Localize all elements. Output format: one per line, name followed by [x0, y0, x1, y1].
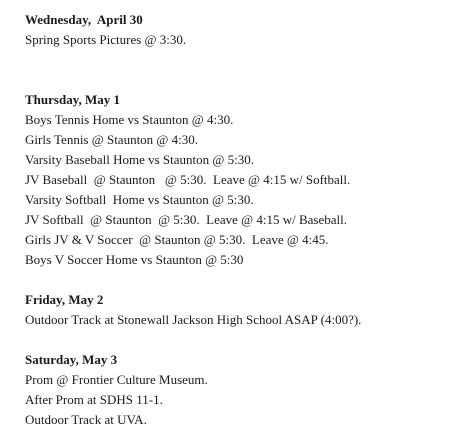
- event-line: Outdoor Track at UVA.: [25, 412, 147, 427]
- event-line: Spring Sports Pictures @ 3:30.: [25, 32, 187, 47]
- spacer: [25, 50, 455, 70]
- event-line: Prom @ Frontier Culture Museum.: [25, 372, 208, 387]
- day-heading-thursday: Thursday, May 1: [25, 92, 120, 107]
- event-line: Outdoor Track at Stonewall Jackson High School ASAP (4:00?).: [25, 312, 362, 327]
- event-line: Boys V Soccer Home vs Staunton @ 5:30: [25, 252, 244, 267]
- spacer: [25, 70, 455, 90]
- schedule-document: [25, 10, 455, 430]
- day-heading-friday: Friday, May 2: [25, 292, 104, 307]
- event-line: Varsity Softball Home vs Staunton @ 5:30.: [25, 192, 254, 207]
- day-heading-wednesday: Wednesday, April 30: [25, 12, 143, 27]
- event-line: Girls JV & V Soccer @ Staunton @ 5:30. Leave @ 4:45.: [25, 232, 329, 247]
- event-line: Varsity Baseball Home vs Staunton @ 5:30.: [25, 152, 254, 167]
- event-line: Boys Tennis Home vs Staunton @ 4:30.: [25, 112, 234, 127]
- event-line: JV Softball @ Staunton @ 5:30. Leave @ 4:15 w/ Baseball.: [25, 212, 348, 227]
- day-heading-saturday: Saturday, May 3: [25, 352, 118, 367]
- event-line: Girls Tennis @ Staunton @ 4:30.: [25, 132, 199, 147]
- event-line: After Prom at SDHS 11-1.: [25, 392, 163, 407]
- event-line: JV Baseball @ Staunton @ 5:30. Leave @ 4:15 w/ Softball.: [25, 172, 351, 187]
- spacer: [25, 330, 455, 350]
- spacer: [25, 270, 455, 290]
